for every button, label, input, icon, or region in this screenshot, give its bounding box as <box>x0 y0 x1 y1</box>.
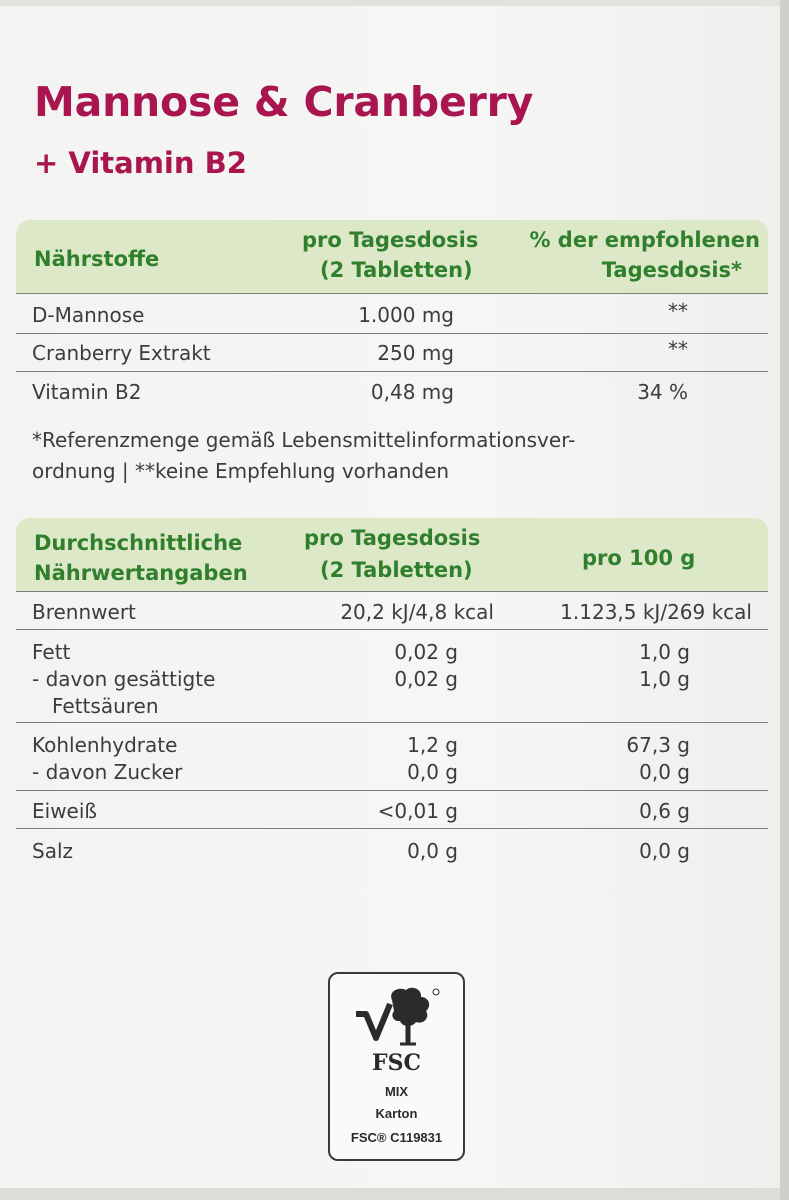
nutrition-per100: 1.123,5 kJ/269 kcal <box>560 600 752 624</box>
header-average-line2: Nährwertangaben <box>34 561 248 585</box>
nutrition-dose: 20,2 kJ/4,8 kcal <box>340 600 494 624</box>
nutrition-table-header <box>16 518 768 591</box>
nutrition-name: Kohlenhydrate <box>32 733 178 757</box>
header-dose-line2: (2 Tabletten) <box>320 258 473 282</box>
footnote <box>32 425 732 487</box>
header-per100: pro 100 g <box>582 546 696 570</box>
bottom-edge <box>0 1188 780 1200</box>
nutrient-amount: 250 mg <box>377 341 454 365</box>
header-average-line1: Durchschnittliche <box>34 531 243 555</box>
nutrition-dose: <0,01 g <box>377 799 458 823</box>
nutrition-name: Brennwert <box>32 600 136 624</box>
nutrition-per100: 0,0 g <box>639 839 690 863</box>
table-row <box>16 335 768 372</box>
fsc-license: FSC® C119831 <box>350 1130 443 1145</box>
box-side-edge <box>780 0 789 1200</box>
nutrient-table-header <box>16 220 768 293</box>
nutrition-subdose: 0,0 g <box>407 760 458 784</box>
footnote-line: ordnung | **keine Empfehlung vorhanden <box>32 459 450 483</box>
nutrition-subname: - davon Zucker <box>32 760 183 784</box>
table-row <box>16 593 768 630</box>
fsc-material: Karton <box>375 1106 418 1121</box>
nutrition-dose: 0,0 g <box>407 839 458 863</box>
nutrient-amount: 1.000 mg <box>358 303 454 327</box>
nutrition-subname: - davon gesättigte <box>32 667 216 691</box>
header-percent-line2: Tagesdosis* <box>601 258 742 282</box>
table-row <box>16 631 768 723</box>
nutrition-per100: 67,3 g <box>626 733 690 757</box>
nutrition-dose: 0,02 g <box>394 640 458 664</box>
header-dose-line1: pro Tagesdosis <box>302 228 479 252</box>
nutrition-subname-cont: Fettsäuren <box>52 694 159 718</box>
nutrition-subdose: 0,02 g <box>394 667 458 691</box>
nutrition-name: Eiweiß <box>32 799 98 823</box>
top-edge <box>0 0 780 6</box>
fsc-mix: MIX <box>384 1084 409 1099</box>
nutrition-name: Fett <box>32 640 71 664</box>
header-percent-line1: % der empfohlenen <box>529 228 760 252</box>
nutrient-name: D-Mannose <box>32 303 145 327</box>
fsc-label <box>328 972 465 1161</box>
nutrition-name: Salz <box>32 839 74 863</box>
header-dose-line1: pro Tagesdosis <box>304 526 481 550</box>
table-row <box>16 295 768 334</box>
header-rule <box>16 591 768 592</box>
nutrient-name: Cranberry Extrakt <box>32 341 211 365</box>
nutrient-name: Vitamin B2 <box>32 380 142 404</box>
table-row <box>16 373 768 411</box>
nutrient-percent: ** <box>668 337 688 361</box>
footnote-line: *Referenzmenge gemäß Lebensmittelinformationsver- <box>32 428 576 452</box>
header-nutrients: Nährstoffe <box>34 247 160 271</box>
product-title: Mannose & Cranberry <box>34 78 534 126</box>
nutrition-dose: 1,2 g <box>407 733 458 757</box>
table-row <box>16 724 768 791</box>
fsc-logo-text: FSC <box>371 1050 422 1076</box>
nutrient-amount: 0,48 mg <box>370 380 454 404</box>
nutrition-subper100: 0,0 g <box>639 760 690 784</box>
header-dose-line2: (2 Tabletten) <box>320 558 473 582</box>
nutrition-per100: 0,6 g <box>639 799 690 823</box>
nutrition-subper100: 1,0 g <box>639 667 690 691</box>
table-row <box>16 792 768 829</box>
nutrient-percent: 34 % <box>637 380 688 404</box>
fsc-tree-logo-icon <box>352 986 442 1048</box>
table-row <box>16 830 768 870</box>
product-subtitle: + Vitamin B2 <box>34 146 247 180</box>
nutrient-percent: ** <box>668 299 688 323</box>
header-rule <box>16 293 768 294</box>
nutrition-per100: 1,0 g <box>639 640 690 664</box>
